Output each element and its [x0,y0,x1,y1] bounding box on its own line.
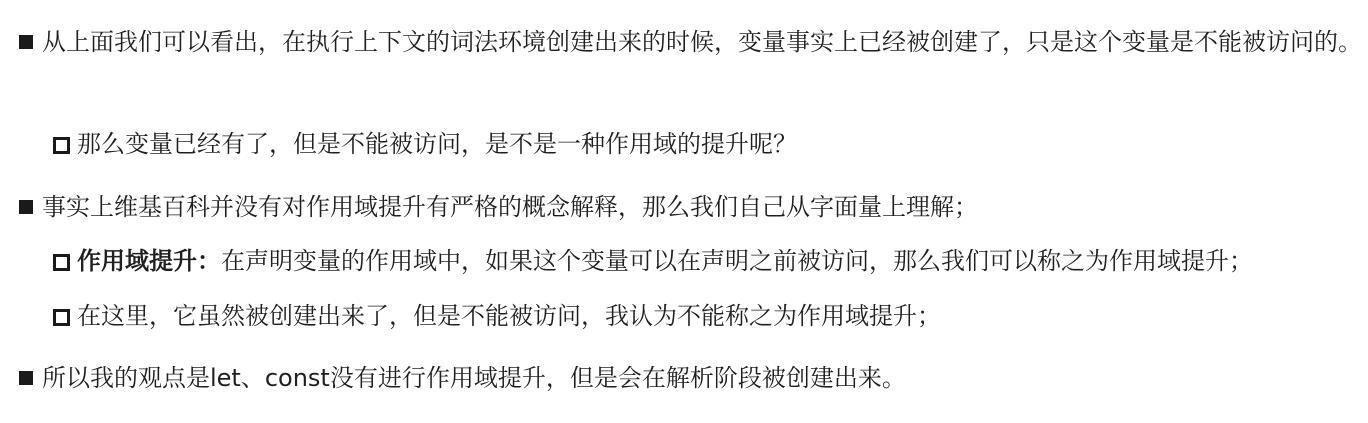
hollow-square-bullet-icon [53,137,70,154]
square-bullet-icon [19,371,33,385]
square-bullet-icon [19,200,33,214]
sub-bullet-item-1-1 [53,128,1365,160]
bullet-item-3-text: 所以我的观点是let、const没有进行作用域提升，但是会在解析阶段被创建出来。 [42,364,906,392]
bullet-item-1-text: 从上面我们可以看出，在执行上下文的词法环境创建出来的时候，变量事实上已经被创建了，只是这个变量是不能被访问的。 [42,28,1362,56]
sub-bullet-item-1-1-text: 那么变量已经有了，但是不能被访问，是不是一种作用域的提升呢？ [77,130,797,158]
square-bullet-icon [19,35,33,49]
hollow-square-bullet-icon [53,309,70,326]
bullet-item-2-text: 事实上维基百科并没有对作用域提升有严格的概念解释，那么我们自己从字面量上理解； [42,193,978,221]
bullet-item-1 [19,18,1364,66]
sub-bullet-item-2-1-text: 在声明变量的作用域中，如果这个变量可以在声明之前被访问，那么我们可以称之为作用域提升； [221,247,1253,275]
bullet-item-2 [19,183,1364,231]
sub-bullet-item-2-2 [53,300,1365,332]
sub-bullet-item-2-1 [53,245,1365,277]
sub-bullet-item-2-2-text: 在这里，它虽然被创建出来了，但是不能被访问，我认为不能称之为作用域提升； [77,302,941,330]
sub-bullet-item-2-1-content [77,245,1365,277]
hollow-square-bullet-icon [53,254,70,271]
term-label: 作用域提升： [77,247,221,275]
bullet-item-3 [19,354,1364,402]
